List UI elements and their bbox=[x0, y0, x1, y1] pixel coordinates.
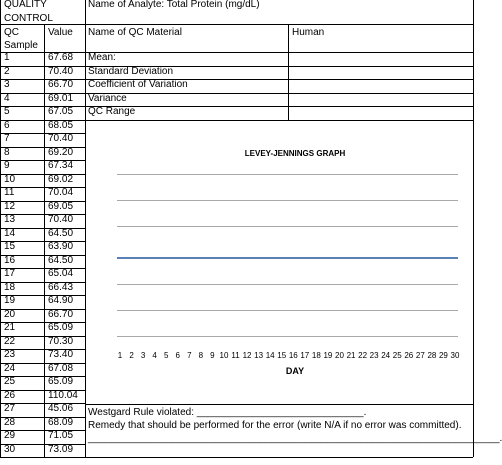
table-rule bbox=[0, 133, 85, 134]
qc-title-line1: QUALITY bbox=[4, 0, 47, 10]
table-rule bbox=[0, 66, 85, 67]
qc-sample-value[interactable]: 70.04 bbox=[48, 187, 74, 198]
table-rule bbox=[85, 120, 473, 121]
qc-sample-number: 27 bbox=[4, 403, 16, 414]
stat-label: Coefficient of Variation bbox=[88, 79, 188, 90]
table-rule bbox=[0, 214, 85, 215]
qc-sample-value[interactable]: 45.06 bbox=[48, 403, 74, 414]
qc-sample-number: 9 bbox=[4, 160, 10, 171]
qc-material-label: Name of QC Material bbox=[88, 27, 182, 38]
stat-label: Variance bbox=[88, 92, 127, 104]
value-header: Value bbox=[48, 27, 73, 38]
qc-sample-value[interactable]: 70.40 bbox=[48, 133, 74, 144]
table-rule bbox=[0, 390, 85, 391]
remedy-label: Remedy that should be performed for the error (write N/A if no error was committed). bbox=[88, 420, 462, 431]
table-rule bbox=[85, 106, 473, 107]
table-rule bbox=[0, 457, 473, 458]
qc-sample-number: 17 bbox=[4, 268, 16, 279]
qc-sample-number: 30 bbox=[4, 443, 16, 455]
table-rule bbox=[0, 430, 85, 431]
table-rule bbox=[0, 187, 85, 188]
stat-label: Mean: bbox=[88, 52, 116, 63]
qc-sample-value[interactable]: 63.90 bbox=[48, 241, 74, 252]
table-rule bbox=[0, 24, 473, 25]
day-tick-label: 19 bbox=[323, 351, 333, 360]
table-rule bbox=[0, 444, 85, 445]
analyte-name: Name of Analyte: Total Protein (mg/dL) bbox=[88, 0, 260, 10]
qc-sample-value[interactable]: 68.05 bbox=[48, 119, 74, 131]
qc-sample-number: 3 bbox=[4, 79, 10, 90]
graph-mean-line bbox=[117, 257, 458, 259]
qc-sample-value[interactable]: 73.09 bbox=[48, 443, 74, 455]
qc-sample-number: 12 bbox=[4, 200, 16, 212]
day-tick-label: 6 bbox=[175, 351, 180, 360]
day-tick-label: 1 bbox=[117, 351, 123, 360]
qc-sample-number: 25 bbox=[4, 376, 16, 387]
day-tick-label: 20 bbox=[335, 351, 344, 360]
qc-sample-number: 22 bbox=[4, 335, 16, 347]
table-rule bbox=[0, 241, 85, 242]
day-tick-label: 4 bbox=[152, 351, 157, 360]
table-rule bbox=[0, 52, 85, 53]
qc-sample-value[interactable]: 69.02 bbox=[48, 173, 74, 185]
qc-sample-number: 15 bbox=[4, 241, 16, 252]
graph-x-axis-label: DAY bbox=[285, 366, 305, 376]
day-tick-label: 7 bbox=[187, 351, 192, 360]
day-tick-label: 13 bbox=[254, 351, 264, 360]
graph-guide-line bbox=[117, 310, 458, 311]
qc-sample-number: 5 bbox=[4, 106, 10, 117]
qc-sample-value[interactable]: 65.09 bbox=[48, 376, 74, 387]
day-tick-label: 28 bbox=[427, 351, 437, 360]
qc-sample-value[interactable]: 64.50 bbox=[48, 227, 74, 239]
table-rule bbox=[0, 376, 85, 377]
qc-sample-value[interactable]: 69.05 bbox=[48, 200, 74, 212]
qc-sample-value[interactable]: 69.01 bbox=[48, 92, 74, 104]
qc-sample-value[interactable]: 64.50 bbox=[48, 254, 74, 266]
day-tick-label: 9 bbox=[210, 351, 215, 360]
westgard-violated bbox=[88, 406, 366, 419]
westgard-violated-label: Westgard Rule violated: bbox=[88, 407, 194, 418]
westgard-violated-blank[interactable]: ______________________________. bbox=[196, 407, 367, 418]
day-tick-label: 17 bbox=[300, 351, 310, 360]
day-tick-label: 26 bbox=[404, 351, 414, 360]
table-rule bbox=[44, 24, 45, 457]
qc-sample-header-line2: Sample bbox=[4, 40, 38, 51]
qc-sample-value[interactable]: 66.43 bbox=[48, 281, 74, 293]
day-tick-label: 14 bbox=[265, 351, 275, 360]
qc-sample-number: 24 bbox=[4, 362, 16, 374]
day-tick-label: 15 bbox=[277, 351, 287, 360]
qc-sample-value[interactable]: 70.40 bbox=[48, 214, 74, 225]
day-tick-label: 10 bbox=[219, 351, 229, 360]
table-rule bbox=[85, 93, 473, 94]
day-tick-label: 24 bbox=[381, 351, 391, 360]
day-tick-label: 29 bbox=[438, 351, 448, 360]
qc-sample-value[interactable]: 73.40 bbox=[48, 349, 74, 360]
table-rule bbox=[473, 0, 474, 457]
graph-guide-line bbox=[117, 336, 458, 337]
qc-sample-value[interactable]: 65.04 bbox=[48, 268, 74, 279]
day-tick-label: 2 bbox=[129, 351, 134, 360]
day-tick-label: 16 bbox=[288, 351, 298, 360]
table-rule bbox=[85, 52, 473, 53]
qc-sample-number: 26 bbox=[4, 389, 16, 401]
table-rule bbox=[85, 79, 473, 80]
table-rule bbox=[0, 268, 85, 269]
table-rule bbox=[0, 295, 85, 296]
qc-sample-number: 6 bbox=[4, 119, 10, 131]
qc-sample-number: 16 bbox=[4, 254, 16, 266]
table-rule bbox=[0, 201, 85, 202]
table-rule bbox=[85, 66, 473, 67]
remedy-blank[interactable]: __________________________________________________________________________. bbox=[88, 433, 502, 444]
qc-sample-number: 20 bbox=[4, 308, 16, 320]
table-rule bbox=[0, 349, 85, 350]
day-tick-label: 11 bbox=[231, 351, 240, 360]
table-rule bbox=[288, 24, 289, 120]
day-tick-label: 30 bbox=[450, 351, 460, 360]
day-tick-label: 8 bbox=[198, 351, 204, 360]
day-tick-label: 12 bbox=[242, 351, 252, 360]
table-rule bbox=[0, 120, 85, 121]
day-tick-label: 3 bbox=[140, 351, 146, 360]
graph-guide-line bbox=[117, 226, 458, 227]
qc-sample-number: 2 bbox=[4, 65, 10, 77]
stat-label: Standard Deviation bbox=[88, 65, 174, 77]
table-rule bbox=[0, 106, 85, 107]
day-tick-label: 25 bbox=[392, 351, 402, 360]
qc-sample-number: 28 bbox=[4, 416, 16, 428]
qc-sample-number: 18 bbox=[4, 281, 16, 293]
day-tick-label: 21 bbox=[346, 351, 356, 360]
table-rule bbox=[0, 160, 85, 161]
table-rule bbox=[0, 363, 85, 364]
qc-sample-value[interactable]: 64.90 bbox=[48, 295, 74, 306]
qc-sample-number: 23 bbox=[4, 349, 16, 360]
table-rule bbox=[85, 0, 86, 457]
qc-sample-number: 14 bbox=[4, 227, 16, 239]
table-rule bbox=[0, 147, 85, 148]
qc-sample-number: 29 bbox=[4, 430, 16, 441]
table-rule bbox=[0, 322, 85, 323]
qc-sample-value[interactable]: 66.70 bbox=[48, 308, 74, 320]
qc-sample-value[interactable]: 67.34 bbox=[48, 160, 74, 171]
qc-sample-value[interactable]: 66.70 bbox=[48, 79, 74, 90]
qc-sample-number: 21 bbox=[4, 322, 16, 333]
table-rule bbox=[0, 309, 85, 310]
day-tick-label: 27 bbox=[415, 351, 425, 360]
qc-sample-number: 4 bbox=[4, 92, 10, 104]
graph-title: LEVEY-JENNINGS GRAPH bbox=[244, 149, 346, 158]
qc-sample-value[interactable]: 65.09 bbox=[48, 322, 74, 333]
qc-sample-value[interactable]: 71.05 bbox=[48, 430, 74, 441]
qc-sample-value[interactable]: 67.05 bbox=[48, 106, 74, 117]
qc-sample-value[interactable]: 69.20 bbox=[48, 146, 74, 158]
day-tick-label: 5 bbox=[163, 351, 169, 360]
stat-label: QC Range bbox=[88, 106, 136, 117]
table-rule bbox=[0, 174, 85, 175]
day-tick-label: 22 bbox=[358, 351, 368, 360]
day-tick-label: 23 bbox=[369, 351, 379, 360]
qc-sample-value[interactable]: 68.09 bbox=[48, 416, 74, 428]
qc-sample-value[interactable]: 110.04 bbox=[48, 389, 78, 401]
qc-sample-value[interactable]: 67.08 bbox=[48, 362, 74, 374]
graph-guide-line bbox=[117, 174, 458, 175]
table-rule bbox=[0, 255, 85, 256]
graph-guide-line bbox=[117, 284, 458, 285]
qc-sample-number: 11 bbox=[4, 187, 15, 198]
qc-sample-value[interactable]: 67.68 bbox=[48, 52, 74, 63]
table-rule bbox=[0, 403, 85, 404]
day-tick-label: 18 bbox=[311, 351, 321, 360]
qc-sample-number: 1 bbox=[4, 52, 10, 63]
qc-sample-number: 7 bbox=[4, 133, 10, 144]
qc-sample-number: 13 bbox=[4, 214, 16, 225]
table-rule bbox=[85, 404, 473, 405]
qc-sample-value[interactable]: 70.30 bbox=[48, 335, 74, 347]
qc-sample-value[interactable]: 70.40 bbox=[48, 65, 74, 77]
qc-title-line2: CONTROL bbox=[4, 13, 53, 24]
table-rule bbox=[0, 336, 85, 337]
qc-sample-number: 8 bbox=[4, 146, 10, 158]
qc-material-value: Human bbox=[292, 27, 325, 38]
table-rule bbox=[0, 417, 85, 418]
qc-sample-header-line1: QC bbox=[4, 27, 19, 38]
table-rule bbox=[0, 282, 85, 283]
table-rule bbox=[0, 79, 85, 80]
table-rule bbox=[0, 0, 1, 457]
qc-sample-number: 10 bbox=[4, 173, 16, 185]
table-rule bbox=[0, 93, 85, 94]
table-rule bbox=[0, 228, 85, 229]
qc-sample-number: 19 bbox=[4, 295, 16, 306]
graph-guide-line bbox=[117, 200, 458, 201]
